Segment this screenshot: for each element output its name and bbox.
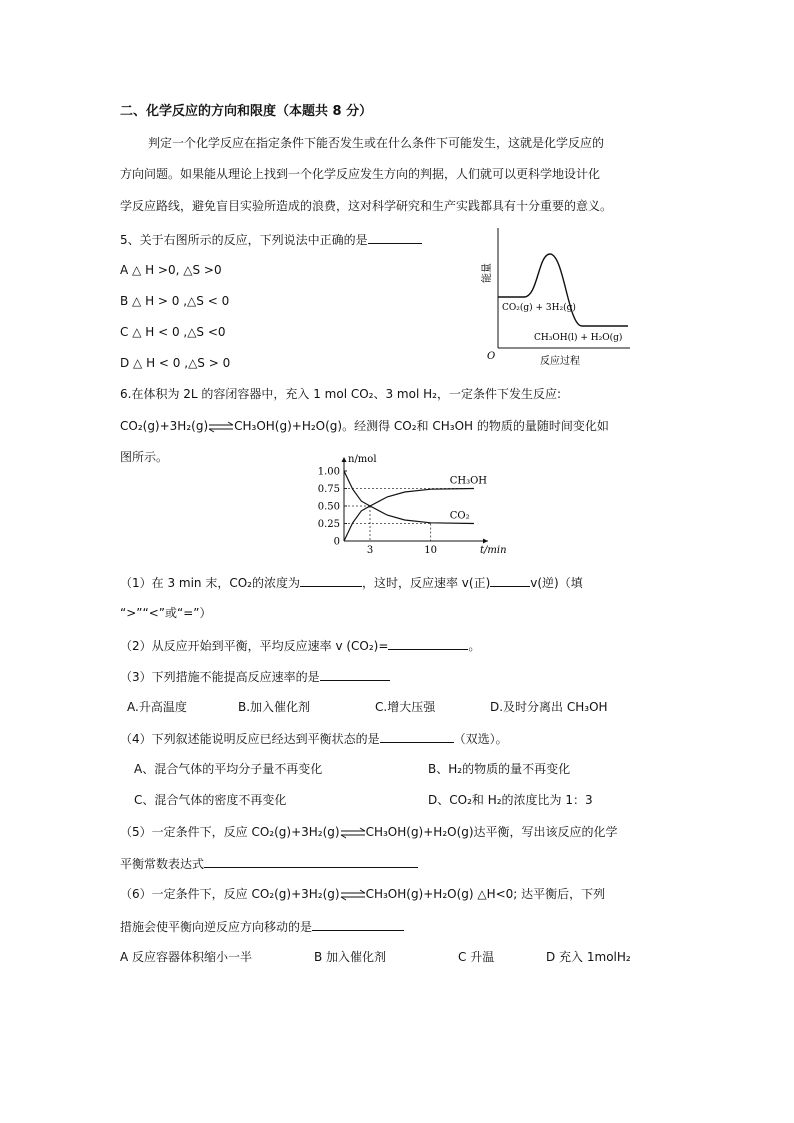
q5-answer-blank[interactable] <box>368 231 422 244</box>
energy-product-label: CH₃OH(l) + H₂O(g) <box>534 333 623 343</box>
q6-sub4-option-a[interactable]: A、混合气体的平均分子量不再变化 <box>134 762 323 776</box>
energy-xlabel: 反应过程 <box>540 356 580 367</box>
chart-y-tick-label: 0 <box>333 536 340 548</box>
q6-sub5-line-2-text: 平衡常数表达式 <box>120 857 205 871</box>
q6-sub4-option-d[interactable]: D、CO₂和 H₂的浓度比为 1：3 <box>428 793 593 807</box>
q6-sub5-blank[interactable] <box>204 855 418 868</box>
q6-sub6-option-b[interactable]: B 加入催化剂 <box>314 950 387 964</box>
q6-stem-tail: 。经测得 CO₂和 CH₃OH 的物质的量随时间变化如 <box>342 419 609 433</box>
intro-line-2: 方向问题。如果能从理论上找到一个化学反应发生方向的判据，人们就可以更科学地设计化 <box>120 167 601 181</box>
q6-sub3-option-c[interactable]: C.增大压强 <box>375 700 436 714</box>
q6-sub4-option-c[interactable]: C、混合气体的密度不再变化 <box>134 793 287 807</box>
q6-eq-right: CH₃OH(g)+H₂O(g) <box>234 419 343 433</box>
q6-sub1-line-2: “>”“<”或“=”） <box>120 606 212 620</box>
chart-xlabel: t/min <box>480 545 507 556</box>
q6-stem-line-1: 6.在体积为 2L 的容闭容器中，充入 1 mol CO₂、3 mol H₂，一定条件下发生反应: <box>120 387 561 401</box>
q6-sub4 <box>120 730 508 747</box>
q6-sub6-blank[interactable] <box>312 918 404 931</box>
q6-sub5-line-2 <box>120 855 418 872</box>
energy-reactant-label: CO₂(g) + 3H₂(g) <box>502 303 576 313</box>
q6-sub3-blank[interactable] <box>320 668 390 681</box>
q6-sub5-part-b: CH₃OH(g)+H₂O(g)达平衡，写出该反应的化学 <box>365 825 618 839</box>
q6-sub6 <box>120 886 605 902</box>
q5-option-a[interactable]: A △ H >0, △S >0 <box>120 263 222 277</box>
chart-y-tick-label: 0.25 <box>317 519 340 530</box>
q6-sub2-end: 。 <box>468 639 481 653</box>
chart-x-tick-label: 10 <box>424 545 438 556</box>
q6-sub1-part-c: v(逆)（填 <box>530 576 583 590</box>
intro-line-3: 学反应路线，避免盲目实验所造成的浪费，这对科学研究和生产实践都具有十分重要的意义。 <box>120 199 613 213</box>
q6-sub6-part-a: （6）一定条件下，反应 CO₂(g)+3H₂(g) <box>120 887 340 901</box>
q6-sub6-line-2-text: 措施会使平衡向逆反应方向移动的是 <box>120 920 313 934</box>
q6-stem-line-3: 图所示。 <box>120 450 169 464</box>
section-title: 二、化学反应的方向和限度（本题共 8 分） <box>120 104 373 119</box>
q5-stem <box>120 231 422 248</box>
q6-sub6-part-b: CH₃OH(g)+H₂O(g) △H<0; 达平衡后，下列 <box>365 887 606 901</box>
equilibrium-arrow-icon <box>208 422 234 432</box>
q6-sub4-blank[interactable] <box>380 730 454 743</box>
q6-sub4-tail: （双选）。 <box>453 732 508 746</box>
q6-sub3 <box>120 668 390 685</box>
q6-sub6-option-a[interactable]: A 反应容器体积缩小一半 <box>120 950 253 964</box>
q6-sub3-option-a[interactable]: A.升高温度 <box>127 700 187 714</box>
equilibrium-arrow-icon <box>340 828 366 838</box>
chart-series-label: CO₂ <box>449 510 470 522</box>
equilibrium-arrow-icon <box>340 890 366 900</box>
q6-sub5-part-a: （5）一定条件下，反应 CO₂(g)+3H₂(g) <box>120 825 340 839</box>
q6-sub2 <box>120 637 480 654</box>
q6-sub4-option-b[interactable]: B、H₂的物质的量不再变化 <box>428 762 571 776</box>
chart-x-arrow-icon <box>483 539 488 544</box>
q6-sub2-text: （2）从反应开始到平衡，平均反应速率 v (CO₂)= <box>120 639 389 653</box>
energy-curve <box>498 254 628 326</box>
chart-ylabel: n/mol <box>348 454 377 465</box>
q5-option-d[interactable]: D △ H < 0 ,△S > 0 <box>120 356 231 370</box>
intro-line-1: 判定一个化学反应在指定条件下能否发生或在什么条件下可能发生，这就是化学反应的 <box>148 136 605 150</box>
chart-x-tick-label: 3 <box>366 545 374 556</box>
q5-option-b[interactable]: B △ H > 0 ,△S < 0 <box>120 294 230 308</box>
q6-sub5 <box>120 824 618 840</box>
q6-sub2-blank[interactable] <box>388 637 468 650</box>
q6-sub1-part-a: （1）在 3 min 末，CO₂的浓度为 <box>120 576 300 590</box>
q6-sub3-option-b[interactable]: B.加入催化剂 <box>238 700 311 714</box>
q6-sub3-option-d[interactable]: D.及时分离出 CH₃OH <box>490 700 608 714</box>
q6-eq-left: CO₂(g)+3H₂(g) <box>120 419 209 433</box>
amount-time-chart <box>310 453 507 560</box>
q5-option-c[interactable]: C △ H < 0 ,△S <0 <box>120 325 226 339</box>
q6-equation-line <box>120 418 609 434</box>
chart-y-tick-label: 0.50 <box>317 501 340 513</box>
q5-stem-text: 5、关于右图所示的反应，下列说法中正确的是 <box>120 233 368 247</box>
energy-origin: O <box>487 351 496 362</box>
chart-y-tick-label: 1.00 <box>317 466 340 478</box>
q6-sub3-text: （3）下列措施不能提高反应速率的是 <box>120 670 320 684</box>
chart-series-label: CH₃OH <box>449 475 488 487</box>
energy-diagram <box>480 222 640 368</box>
q6-sub6-line-2 <box>120 918 404 935</box>
q6-sub6-option-c[interactable]: C 升温 <box>458 950 495 964</box>
q6-sub1 <box>120 574 583 591</box>
chart-y-tick-label: 0.75 <box>317 484 340 495</box>
q6-sub4-text: （4）下列叙述能说明反应已经达到平衡状态的是 <box>120 732 380 746</box>
q6-sub1-blank-2[interactable] <box>490 574 530 587</box>
q6-sub6-option-d[interactable]: D 充入 1molH₂ <box>546 950 631 964</box>
q6-sub1-part-b: ，这时，反应速率 v(正) <box>361 576 491 590</box>
q6-sub1-blank-1[interactable] <box>300 574 362 587</box>
energy-ylabel: 能量 <box>482 263 493 283</box>
chart-y-arrow-icon <box>342 457 347 462</box>
